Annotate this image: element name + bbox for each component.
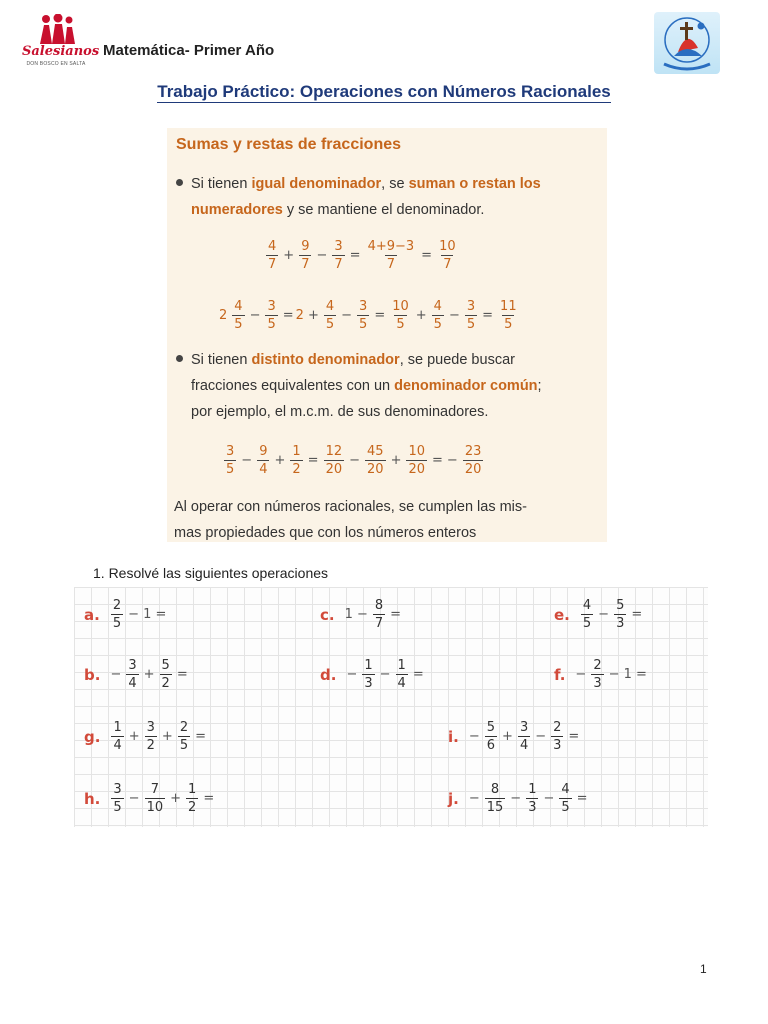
rule-1-line-1: Si tienen igual denominador, se suman o restan los: [176, 171, 541, 197]
rule-2-line-2: fracciones equivalentes con un denominador común;: [191, 378, 542, 394]
exercise-g: g. $\frac{1}{4}$ + $\frac{3}{2}$ + $\frac{2}{5}$ =: [84, 720, 206, 753]
emblem-icon: [654, 12, 720, 74]
example-equation-1: $\frac{4}{7}$ + $\frac{9}{7}$ − $\frac{3}{7}$ = $\frac{4+9-3}{7}$ = $\frac{10}{7}$: [268, 239, 456, 272]
subject-header: Matemática- Primer Año: [103, 42, 275, 59]
exercise-grid: [74, 587, 708, 827]
exercise-a: a. $\frac{2}{5}$ − 1 =: [84, 598, 167, 631]
rule-1-line-2: numeradores y se mantiene el denominador.: [191, 202, 485, 218]
page-number: 1: [700, 962, 707, 976]
exercise-j: j. − $\frac{8}{15}$ − $\frac{1}{3}$ − $\frac{4}{5}$ =: [448, 782, 588, 815]
closing-line-2: mas propiedades que con los números enteros: [174, 525, 477, 541]
rule-2-line-3: por ejemplo, el m.c.m. de sus denominadores.: [191, 404, 489, 420]
example-equation-3: $\frac{3}{5}$ − $\frac{9}{4}$ + $\frac{1}{2}$ = $\frac{12}{20}$ − $\frac{45}{20}$ + $\frac{10}{20}$ = − $\frac{23}{20}$: [226, 444, 482, 477]
bullet-icon: [176, 355, 183, 362]
exercise-h: h. $\frac{3}{5}$ − $\frac{7}{10}$ + $\frac{1}{2}$ =: [84, 782, 215, 815]
exercise-i: i. − $\frac{5}{6}$ + $\frac{3}{4}$ − $\frac{2}{3}$ =: [448, 720, 580, 753]
logo-subtext: DON BOSCO EN SALTA: [26, 61, 86, 67]
logo-brand-text: Salesianos: [22, 44, 100, 59]
salesianos-logo: [22, 14, 100, 72]
exercise-heading: 1. Resolvé las siguientes operaciones: [93, 565, 329, 581]
bullet-icon: [176, 179, 183, 186]
exercise-b: b. − $\frac{3}{4}$ + $\frac{5}{2}$ =: [84, 658, 188, 691]
exercise-f: f. − $\frac{2}{3}$ − 1 =: [554, 658, 647, 691]
people-logo-icon: [32, 14, 80, 46]
exercise-d: d. − $\frac{1}{3}$ − $\frac{1}{4}$ =: [320, 658, 424, 691]
theory-title: Sumas y restas de fracciones: [176, 136, 402, 153]
school-emblem: [654, 12, 720, 74]
example-equation-2: 2 $\frac{4}{5}$ − $\frac{3}{5}$ = 2 + $\frac{4}{5}$ − $\frac{3}{5}$ = $\frac{10}{5}$ + $\frac{4}{5}$ − $\frac{3}{5}$ = $\frac{11}{5}$: [219, 299, 517, 332]
theory-panel: [167, 128, 607, 542]
exercise-c: c. 1 − $\frac{8}{7}$ =: [320, 598, 402, 631]
exercise-e: e. $\frac{4}{5}$ − $\frac{5}{3}$ =: [554, 598, 643, 631]
rule-2-line-1: Si tienen distinto denominador, se puede buscar: [176, 347, 515, 373]
closing-line-1: Al operar con números racionales, se cumplen las mis-: [174, 499, 527, 515]
worksheet-title: [0, 82, 768, 102]
worksheet-title-text: Trabajo Práctico: Operaciones con Números Racionales: [157, 82, 611, 101]
